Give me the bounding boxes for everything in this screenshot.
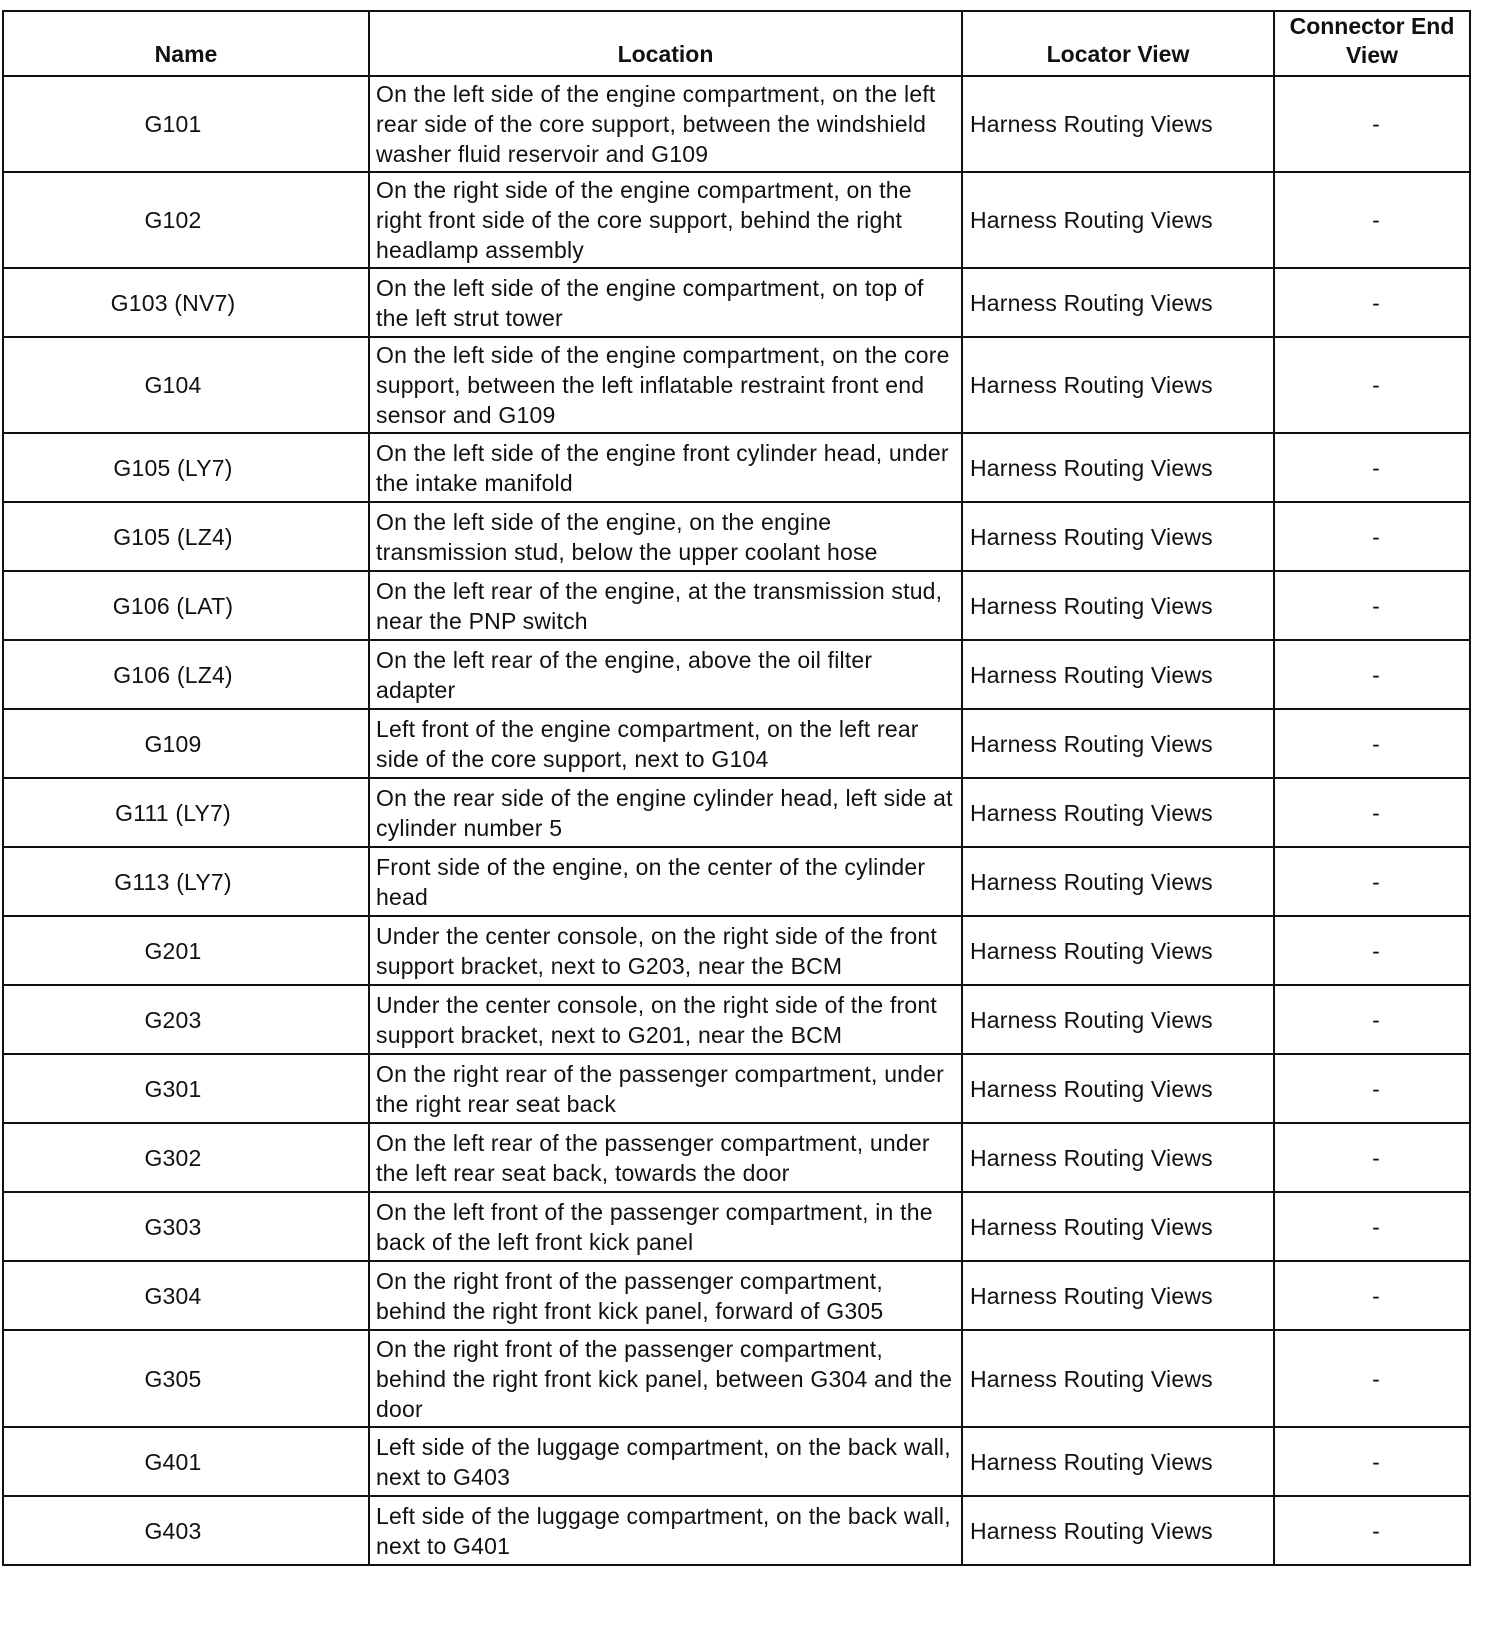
- table-row: [3, 1261, 1470, 1330]
- table-row: [3, 847, 1470, 916]
- cell-location: On the left side of the engine compartment, on the left rear side of the core support, between the windshield washer fluid reservoir and G109: [369, 76, 962, 172]
- table-row: [3, 1192, 1470, 1261]
- cell-connector-end-view: -: [1274, 1496, 1470, 1565]
- table-row: [3, 985, 1470, 1054]
- table-row: [3, 1330, 1470, 1427]
- table-row: [3, 916, 1470, 985]
- cell-location: On the left rear of the passenger compartment, under the left rear seat back, towards the door: [369, 1123, 962, 1192]
- cell-name: G301: [3, 1054, 369, 1123]
- cell-name: G203: [3, 985, 369, 1054]
- cell-name: G304: [3, 1261, 369, 1330]
- table-row: [3, 433, 1470, 502]
- column-header-connector-end-view: Connector End View: [1274, 11, 1470, 76]
- cell-locator-view: Harness Routing Views: [962, 1427, 1274, 1496]
- cell-locator-view: Harness Routing Views: [962, 1261, 1274, 1330]
- cell-name: G102: [3, 172, 369, 268]
- table-row: [3, 1123, 1470, 1192]
- cell-connector-end-view: -: [1274, 640, 1470, 709]
- cell-name: G113 (LY7): [3, 847, 369, 916]
- cell-name: G105 (LZ4): [3, 502, 369, 571]
- cell-name: G101: [3, 76, 369, 172]
- cell-connector-end-view: -: [1274, 1427, 1470, 1496]
- cell-location: Left side of the luggage compartment, on the back wall, next to G403: [369, 1427, 962, 1496]
- cell-locator-view: Harness Routing Views: [962, 571, 1274, 640]
- cell-locator-view: Harness Routing Views: [962, 172, 1274, 268]
- cell-locator-view: Harness Routing Views: [962, 916, 1274, 985]
- cell-name: G106 (LAT): [3, 571, 369, 640]
- cell-connector-end-view: -: [1274, 502, 1470, 571]
- cell-name: G305: [3, 1330, 369, 1427]
- cell-connector-end-view: -: [1274, 76, 1470, 172]
- cell-name: G111 (LY7): [3, 778, 369, 847]
- cell-connector-end-view: -: [1274, 268, 1470, 337]
- cell-name: G106 (LZ4): [3, 640, 369, 709]
- column-header-location: Location: [369, 11, 962, 76]
- cell-name: G303: [3, 1192, 369, 1261]
- cell-location: On the left side of the engine compartment, on the core support, between the left inflatable restraint front end sensor and G109: [369, 337, 962, 433]
- cell-location: On the left rear of the engine, at the transmission stud, near the PNP switch: [369, 571, 962, 640]
- cell-location: On the right front of the passenger compartment, behind the right front kick panel, forward of G305: [369, 1261, 962, 1330]
- column-header-locator-view: Locator View: [962, 11, 1274, 76]
- cell-name: G103 (NV7): [3, 268, 369, 337]
- cell-location: On the left rear of the engine, above the oil filter adapter: [369, 640, 962, 709]
- ground-locations-table: [2, 10, 1469, 1566]
- cell-locator-view: Harness Routing Views: [962, 640, 1274, 709]
- table-row: [3, 337, 1470, 433]
- cell-location: Under the center console, on the right side of the front support bracket, next to G203, near the BCM: [369, 916, 962, 985]
- cell-location: On the right rear of the passenger compartment, under the right rear seat back: [369, 1054, 962, 1123]
- cell-location: On the left side of the engine, on the engine transmission stud, below the upper coolant hose: [369, 502, 962, 571]
- cell-connector-end-view: -: [1274, 172, 1470, 268]
- cell-locator-view: Harness Routing Views: [962, 778, 1274, 847]
- table-row: [3, 640, 1470, 709]
- cell-locator-view: Harness Routing Views: [962, 1330, 1274, 1427]
- cell-name: G201: [3, 916, 369, 985]
- cell-location: On the rear side of the engine cylinder head, left side at cylinder number 5: [369, 778, 962, 847]
- cell-connector-end-view: -: [1274, 337, 1470, 433]
- table-body: [3, 76, 1470, 1565]
- header-row: [3, 11, 1470, 76]
- cell-connector-end-view: -: [1274, 985, 1470, 1054]
- cell-name: G104: [3, 337, 369, 433]
- cell-location: On the left front of the passenger compartment, in the back of the left front kick panel: [369, 1192, 962, 1261]
- table-row: [3, 268, 1470, 337]
- cell-name: G302: [3, 1123, 369, 1192]
- cell-location: Left side of the luggage compartment, on the back wall, next to G401: [369, 1496, 962, 1565]
- cell-location: On the right side of the engine compartment, on the right front side of the core support, behind the right headlamp assembly: [369, 172, 962, 268]
- cell-name: G109: [3, 709, 369, 778]
- cell-location: Front side of the engine, on the center of the cylinder head: [369, 847, 962, 916]
- cell-connector-end-view: -: [1274, 1330, 1470, 1427]
- cell-name: G105 (LY7): [3, 433, 369, 502]
- cell-locator-view: Harness Routing Views: [962, 433, 1274, 502]
- cell-locator-view: Harness Routing Views: [962, 268, 1274, 337]
- table-row: [3, 571, 1470, 640]
- cell-connector-end-view: -: [1274, 709, 1470, 778]
- cell-connector-end-view: -: [1274, 571, 1470, 640]
- cell-locator-view: Harness Routing Views: [962, 1054, 1274, 1123]
- cell-connector-end-view: -: [1274, 778, 1470, 847]
- cell-connector-end-view: -: [1274, 1261, 1470, 1330]
- table-row: [3, 172, 1470, 268]
- cell-connector-end-view: -: [1274, 1054, 1470, 1123]
- cell-locator-view: Harness Routing Views: [962, 76, 1274, 172]
- cell-location: Under the center console, on the right side of the front support bracket, next to G201, near the BCM: [369, 985, 962, 1054]
- data-table: [2, 10, 1471, 1566]
- column-header-name: Name: [3, 11, 369, 76]
- cell-locator-view: Harness Routing Views: [962, 1123, 1274, 1192]
- cell-location: On the left side of the engine compartment, on top of the left strut tower: [369, 268, 962, 337]
- cell-connector-end-view: -: [1274, 1192, 1470, 1261]
- cell-connector-end-view: -: [1274, 847, 1470, 916]
- cell-locator-view: Harness Routing Views: [962, 847, 1274, 916]
- cell-name: G401: [3, 1427, 369, 1496]
- table-row: [3, 1054, 1470, 1123]
- table-row: [3, 709, 1470, 778]
- table-row: [3, 1427, 1470, 1496]
- cell-connector-end-view: -: [1274, 1123, 1470, 1192]
- cell-locator-view: Harness Routing Views: [962, 1496, 1274, 1565]
- table-row: [3, 778, 1470, 847]
- cell-locator-view: Harness Routing Views: [962, 502, 1274, 571]
- cell-name: G403: [3, 1496, 369, 1565]
- cell-location: Left front of the engine compartment, on the left rear side of the core support, next to G104: [369, 709, 962, 778]
- table-row: [3, 76, 1470, 172]
- cell-locator-view: Harness Routing Views: [962, 709, 1274, 778]
- table-row: [3, 1496, 1470, 1565]
- cell-connector-end-view: -: [1274, 916, 1470, 985]
- cell-connector-end-view: -: [1274, 433, 1470, 502]
- cell-location: On the left side of the engine front cylinder head, under the intake manifold: [369, 433, 962, 502]
- cell-locator-view: Harness Routing Views: [962, 985, 1274, 1054]
- table-row: [3, 502, 1470, 571]
- cell-locator-view: Harness Routing Views: [962, 337, 1274, 433]
- cell-location: On the right front of the passenger compartment, behind the right front kick panel, between G304 and the door: [369, 1330, 962, 1427]
- cell-locator-view: Harness Routing Views: [962, 1192, 1274, 1261]
